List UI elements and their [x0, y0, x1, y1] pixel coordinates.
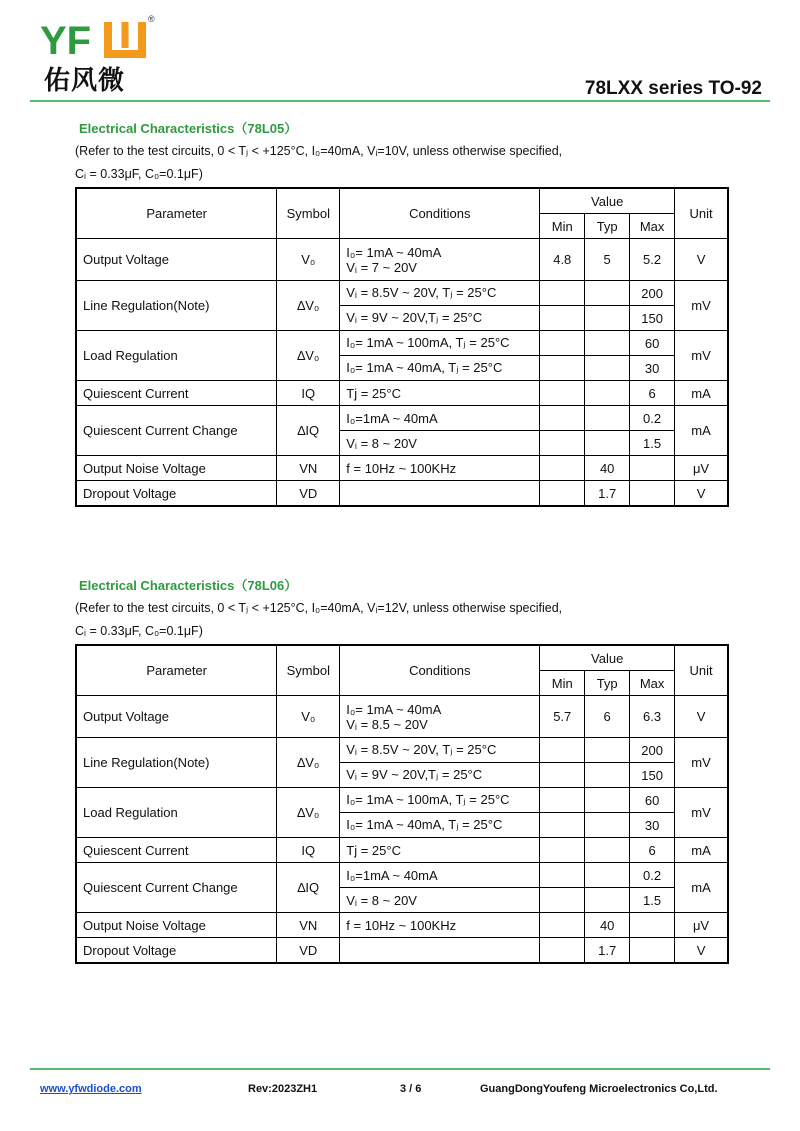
- min-cell: [540, 481, 585, 507]
- min-cell: [540, 381, 585, 406]
- min-cell: [540, 738, 585, 763]
- condition-cell: Tj = 25°C: [340, 838, 540, 863]
- symbol-cell: VD: [277, 938, 340, 964]
- condition-cell: I₀=1mA ~ 40mA: [340, 863, 540, 888]
- table-row: [76, 331, 728, 356]
- condition-cell: Vᵢ = 9V ~ 20V,Tⱼ = 25°C: [340, 763, 540, 788]
- condition-line: Vᵢ = 8.5 ~ 20V: [346, 716, 428, 732]
- header-conditions: Conditions: [340, 188, 540, 239]
- unit-cell: mA: [675, 381, 728, 406]
- unit-cell: V: [675, 696, 728, 738]
- typ-cell: [585, 306, 630, 331]
- param-cell: Quiescent Current: [76, 381, 277, 406]
- table-row: [76, 863, 728, 888]
- header-parameter: Parameter: [76, 645, 277, 696]
- condition-cell: [340, 938, 540, 964]
- series-title: 78LXX series TO-92: [584, 78, 762, 99]
- symbol-cell: V₀: [277, 696, 340, 738]
- min-cell: [540, 913, 585, 938]
- symbol-cell: ∆IQ: [277, 863, 340, 913]
- header-parameter: Parameter: [76, 188, 277, 239]
- min-cell: [540, 863, 585, 888]
- table-row: [76, 481, 728, 507]
- unit-cell: V: [675, 481, 728, 507]
- company-name: GuangDongYoufeng Microelectronics Co,Ltd.: [480, 1083, 718, 1095]
- symbol-cell: IQ: [277, 381, 340, 406]
- condition-cell: I₀=1mA ~ 40mA: [340, 406, 540, 431]
- header-value: Value: [540, 188, 675, 214]
- unit-cell: V: [675, 239, 728, 281]
- section-78l05: [75, 118, 730, 507]
- condition-cell: [340, 696, 540, 738]
- unit-cell: μV: [675, 456, 728, 481]
- condition-line: I₀= 1mA ~ 40mA: [346, 701, 442, 717]
- condition-cell: f = 10Hz ~ 100KHz: [340, 456, 540, 481]
- max-cell: 30: [630, 356, 675, 381]
- section-title: Electrical Characteristics（78L06）: [79, 578, 298, 593]
- typ-cell: [585, 863, 630, 888]
- website-link[interactable]: www.yfwdiode.com: [40, 1083, 142, 1095]
- param-cell: Line Regulation(Note): [76, 281, 277, 331]
- min-cell: [540, 838, 585, 863]
- header-max: Max: [630, 671, 675, 696]
- header-typ: Typ: [585, 214, 630, 239]
- max-cell: 200: [630, 738, 675, 763]
- logo-chinese-name: 佑风微: [44, 66, 126, 96]
- section-note-line1: (Refer to the test circuits, 0 < Tⱼ < +125°C, I₀=40mA, Vᵢ=12V, unless otherwise specified,: [75, 601, 563, 615]
- unit-cell: mA: [675, 863, 728, 913]
- min-cell: 5.7: [540, 696, 585, 738]
- unit-cell: μV: [675, 913, 728, 938]
- typ-cell: [585, 888, 630, 913]
- unit-cell: mV: [675, 331, 728, 381]
- param-cell: Output Voltage: [76, 239, 277, 281]
- typ-cell: 5: [585, 239, 630, 281]
- unit-cell: mV: [675, 788, 728, 838]
- min-cell: 4.8: [540, 239, 585, 281]
- page-number: 3 / 6: [400, 1083, 422, 1095]
- max-cell: 6: [630, 381, 675, 406]
- param-cell: Line Regulation(Note): [76, 738, 277, 788]
- max-cell: 5.2: [630, 239, 675, 281]
- typ-cell: [585, 406, 630, 431]
- param-cell: Load Regulation: [76, 788, 277, 838]
- symbol-cell: VN: [277, 456, 340, 481]
- min-cell: [540, 813, 585, 838]
- max-cell: 200: [630, 281, 675, 306]
- min-cell: [540, 356, 585, 381]
- min-cell: [540, 938, 585, 964]
- symbol-cell: VD: [277, 481, 340, 507]
- condition-cell: [340, 481, 540, 507]
- min-cell: [540, 281, 585, 306]
- electrical-characteristics-table: [75, 187, 729, 507]
- min-cell: [540, 431, 585, 456]
- table-row: [76, 381, 728, 406]
- table-row: [76, 406, 728, 431]
- min-cell: [540, 306, 585, 331]
- param-cell: Load Regulation: [76, 331, 277, 381]
- unit-cell: mV: [675, 738, 728, 788]
- typ-cell: [585, 788, 630, 813]
- param-cell: Dropout Voltage: [76, 481, 277, 507]
- condition-line: Vᵢ = 7 ~ 20V: [346, 259, 417, 275]
- symbol-cell: IQ: [277, 838, 340, 863]
- max-cell: [630, 481, 675, 507]
- typ-cell: 40: [585, 456, 630, 481]
- header-typ: Typ: [585, 671, 630, 696]
- condition-cell: Vᵢ = 8 ~ 20V: [340, 431, 540, 456]
- section-78l06: [75, 575, 730, 964]
- param-cell: Output Voltage: [76, 696, 277, 738]
- registered-mark: ®: [148, 14, 155, 24]
- condition-cell: I₀= 1mA ~ 40mA, Tⱼ = 25°C: [340, 813, 540, 838]
- typ-cell: [585, 431, 630, 456]
- symbol-cell: V₀: [277, 239, 340, 281]
- typ-cell: 6: [585, 696, 630, 738]
- max-cell: 30: [630, 813, 675, 838]
- max-cell: 0.2: [630, 406, 675, 431]
- max-cell: 6.3: [630, 696, 675, 738]
- min-cell: [540, 888, 585, 913]
- min-cell: [540, 406, 585, 431]
- condition-cell: Vᵢ = 8.5V ~ 20V, Tⱼ = 25°C: [340, 738, 540, 763]
- typ-cell: 40: [585, 913, 630, 938]
- max-cell: 0.2: [630, 863, 675, 888]
- param-cell: Quiescent Current Change: [76, 406, 277, 456]
- min-cell: [540, 763, 585, 788]
- symbol-cell: ∆IQ: [277, 406, 340, 456]
- param-cell: Quiescent Current Change: [76, 863, 277, 913]
- header-unit: Unit: [675, 188, 728, 239]
- symbol-cell: ∆V₀: [277, 281, 340, 331]
- typ-cell: 1.7: [585, 481, 630, 507]
- typ-cell: [585, 838, 630, 863]
- typ-cell: [585, 331, 630, 356]
- max-cell: 1.5: [630, 431, 675, 456]
- table-row: [76, 281, 728, 306]
- header-value: Value: [540, 645, 675, 671]
- header-max: Max: [630, 214, 675, 239]
- typ-cell: [585, 813, 630, 838]
- table-row: [76, 239, 728, 281]
- table-row: [76, 838, 728, 863]
- condition-cell: [340, 239, 540, 281]
- typ-cell: [585, 281, 630, 306]
- header-divider: [30, 100, 770, 102]
- table-row: [76, 456, 728, 481]
- max-cell: 150: [630, 306, 675, 331]
- max-cell: 60: [630, 788, 675, 813]
- typ-cell: [585, 356, 630, 381]
- symbol-cell: ∆V₀: [277, 738, 340, 788]
- typ-cell: [585, 381, 630, 406]
- symbol-cell: VN: [277, 913, 340, 938]
- param-cell: Output Noise Voltage: [76, 913, 277, 938]
- max-cell: 60: [630, 331, 675, 356]
- table-row: [76, 788, 728, 813]
- header-min: Min: [540, 214, 585, 239]
- unit-cell: mA: [675, 838, 728, 863]
- min-cell: [540, 788, 585, 813]
- typ-cell: [585, 738, 630, 763]
- header-unit: Unit: [675, 645, 728, 696]
- section-note-line1: (Refer to the test circuits, 0 < Tⱼ < +125°C, I₀=40mA, Vᵢ=10V, unless otherwise specified,: [75, 144, 563, 158]
- condition-cell: Tj = 25°C: [340, 381, 540, 406]
- revision-text: Rev:2023ZH1: [248, 1083, 318, 1095]
- max-cell: 6: [630, 838, 675, 863]
- table-row: [76, 913, 728, 938]
- symbol-cell: ∆V₀: [277, 331, 340, 381]
- condition-cell: f = 10Hz ~ 100KHz: [340, 913, 540, 938]
- condition-line: I₀= 1mA ~ 40mA: [346, 244, 442, 260]
- param-cell: Dropout Voltage: [76, 938, 277, 964]
- unit-cell: mA: [675, 406, 728, 456]
- typ-cell: [585, 763, 630, 788]
- max-cell: [630, 938, 675, 964]
- min-cell: [540, 456, 585, 481]
- max-cell: [630, 913, 675, 938]
- unit-cell: V: [675, 938, 728, 964]
- section-title: Electrical Characteristics（78L05）: [79, 121, 298, 136]
- param-cell: Quiescent Current: [76, 838, 277, 863]
- header-symbol: Symbol: [277, 645, 340, 696]
- typ-cell: 1.7: [585, 938, 630, 964]
- max-cell: 150: [630, 763, 675, 788]
- param-cell: Output Noise Voltage: [76, 456, 277, 481]
- symbol-cell: ∆V₀: [277, 788, 340, 838]
- table-row: [76, 738, 728, 763]
- table-row: [76, 696, 728, 738]
- section-note-line2: Cᵢ = 0.33μF, C₀=0.1μF): [75, 624, 203, 638]
- header-min: Min: [540, 671, 585, 696]
- condition-cell: Vᵢ = 8 ~ 20V: [340, 888, 540, 913]
- table-row: [76, 938, 728, 964]
- header-symbol: Symbol: [277, 188, 340, 239]
- footer-divider: [30, 1068, 770, 1070]
- header-conditions: Conditions: [340, 645, 540, 696]
- max-cell: 1.5: [630, 888, 675, 913]
- condition-cell: I₀= 1mA ~ 100mA, Tⱼ = 25°C: [340, 788, 540, 813]
- electrical-characteristics-table: [75, 644, 729, 964]
- condition-cell: Vᵢ = 9V ~ 20V,Tⱼ = 25°C: [340, 306, 540, 331]
- condition-cell: I₀= 1mA ~ 100mA, Tⱼ = 25°C: [340, 331, 540, 356]
- condition-cell: Vᵢ = 8.5V ~ 20V, Tⱼ = 25°C: [340, 281, 540, 306]
- unit-cell: mV: [675, 281, 728, 331]
- min-cell: [540, 331, 585, 356]
- condition-cell: I₀= 1mA ~ 40mA, Tⱼ = 25°C: [340, 356, 540, 381]
- section-note-line2: Cᵢ = 0.33μF, C₀=0.1μF): [75, 167, 203, 181]
- max-cell: [630, 456, 675, 481]
- svg-text:YF: YF: [40, 19, 92, 63]
